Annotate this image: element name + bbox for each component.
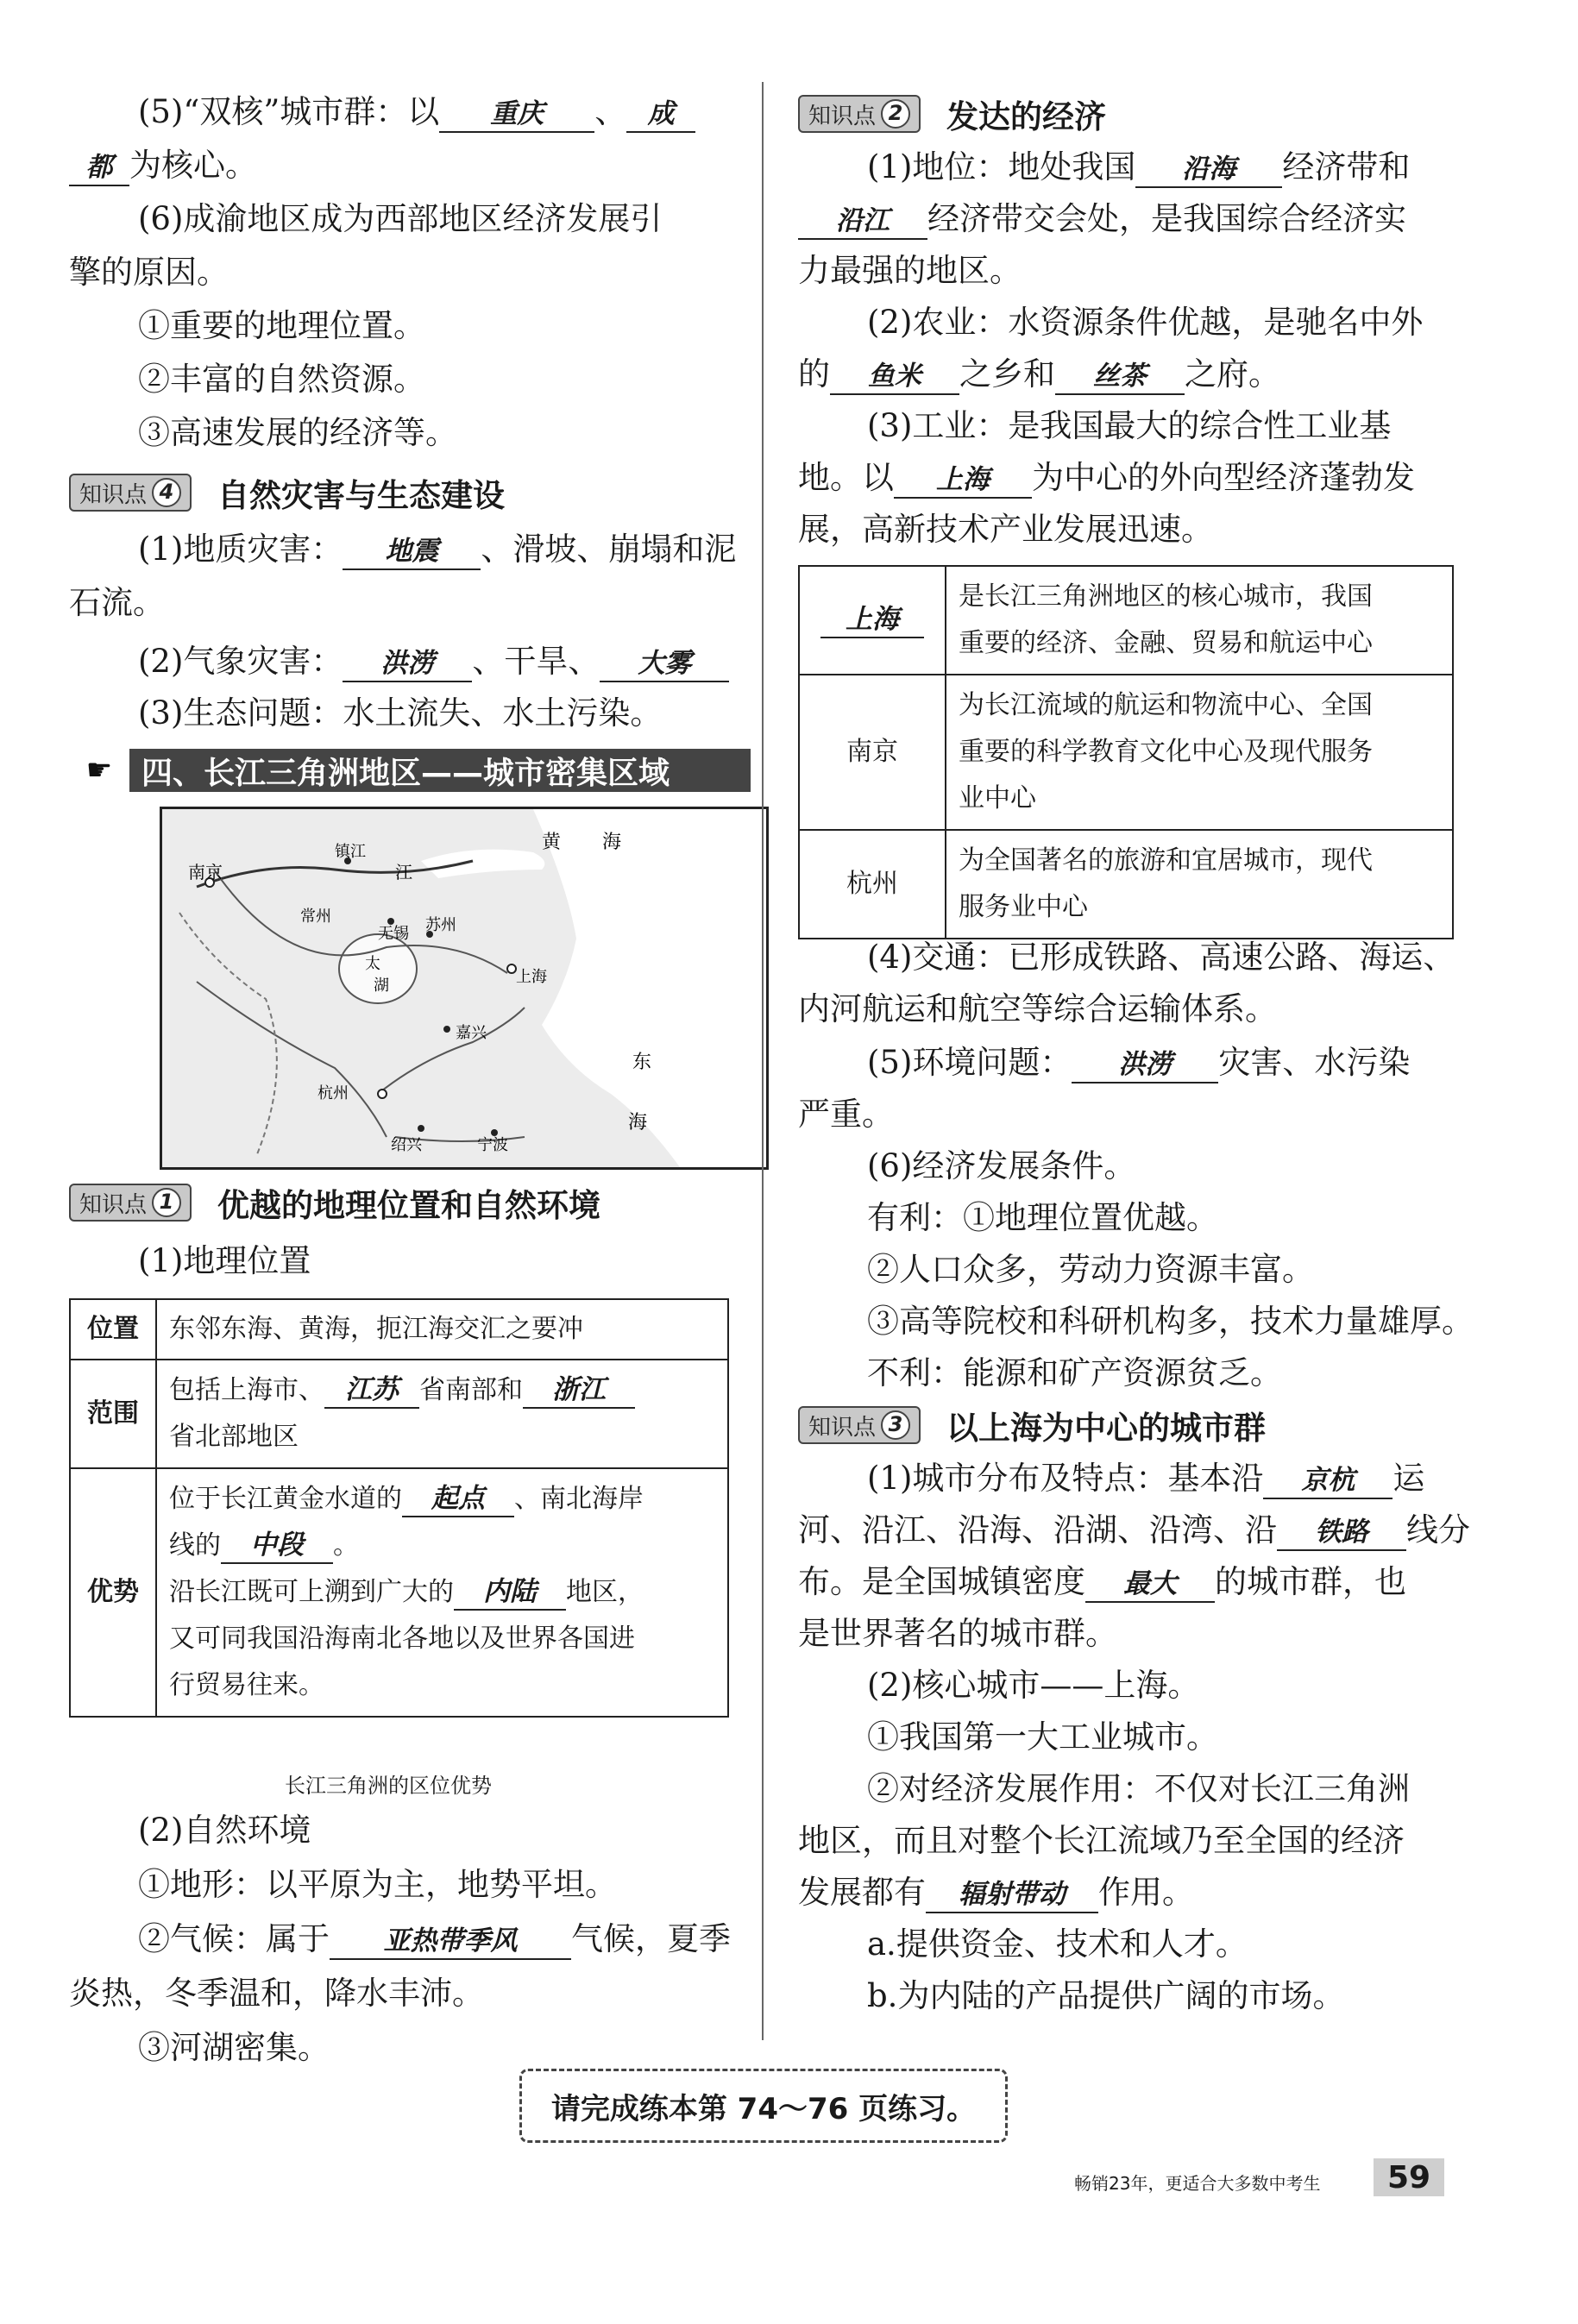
- knowledge-point-title: 自然灾害与生态建设: [217, 477, 506, 514]
- answer-blank: 上海: [894, 462, 1032, 499]
- footer-slogan: 畅销23年，更适合大多数中考生: [1074, 2173, 1321, 2194]
- text-line: 布。是全国城镇密度 最大 的城市群，也: [798, 1563, 1480, 1603]
- answer-blank: 鱼米: [830, 359, 959, 395]
- answer-blank: 沿海: [1135, 152, 1282, 188]
- table-row-head: 优势: [70, 1468, 156, 1717]
- text-line: 河、沿江、沿海、沿湖、沿湾、沿 铁路 线分: [798, 1511, 1480, 1551]
- knowledge-point-title: 以上海为中心的城市群: [946, 1410, 1267, 1447]
- text-line: ①我国第一大工业城市。: [867, 1718, 1218, 1756]
- table-row: [70, 1360, 728, 1468]
- map-label: 无锡: [378, 925, 409, 943]
- yangtze-delta-map: [160, 807, 769, 1170]
- text-line: (2)气象灾害： 洪涝 、干旱、 大雾: [69, 643, 820, 682]
- table-row: [799, 830, 1453, 939]
- text-line: (2)自然环境: [138, 1812, 311, 1849]
- text-line: ②丰富的自然资源。: [138, 361, 425, 398]
- answer-blank: 辐射带动: [926, 1877, 1098, 1913]
- knowledge-point-header: [798, 1404, 1266, 1446]
- text-line: (5)“双核”城市群：以 重庆 、 成: [69, 93, 820, 133]
- map-label: 嘉兴: [456, 1024, 487, 1042]
- text-line: (4)交通：已形成铁路、高速公路、海运、: [867, 939, 1455, 976]
- text-line: (6)经济发展条件。: [867, 1147, 1136, 1184]
- table-caption: 长江三角洲的区位优势: [285, 1774, 492, 1798]
- text-line: (5)环境问题： 洪涝 灾害、水污染: [798, 1044, 1549, 1083]
- answer-blank: 重庆: [439, 97, 594, 133]
- table-cell: 包括上海市、 江苏 省南部和 浙江 省北部地区: [156, 1360, 728, 1468]
- answer-blank: 沿江: [798, 204, 927, 240]
- map-label: 苏州: [425, 916, 456, 934]
- map-label: 常州: [300, 908, 331, 926]
- column-divider: [762, 82, 764, 2040]
- text-line: 炎热，冬季温和，降水丰沛。: [69, 1975, 484, 2012]
- table-row: [799, 566, 1453, 675]
- answer-blank: 大雾: [600, 646, 729, 682]
- text-line: ②对经济发展作用：不仅对长江三角洲: [867, 1770, 1410, 1807]
- text-line: ③高等院校和科研机构多，技术力量雄厚。: [867, 1303, 1474, 1340]
- knowledge-point-badge: 知识点 2: [798, 95, 921, 133]
- answer-blank: 上海: [820, 602, 924, 638]
- text-line: ②人口众多，劳动力资源丰富。: [867, 1251, 1314, 1288]
- answer-blank: 浙江: [523, 1372, 635, 1409]
- answer-blank: 铁路: [1277, 1515, 1406, 1551]
- text-line: 地区，而且对整个长江流域乃至全国的经济: [798, 1822, 1405, 1859]
- text-line: ③河湖密集。: [138, 2029, 330, 2066]
- answer-blank: 中段: [221, 1528, 333, 1564]
- text-line: ③高速发展的经济等。: [138, 414, 457, 451]
- knowledge-point-header: [69, 472, 505, 513]
- map-label: 南京: [188, 862, 223, 882]
- answer-blank: 洪涝: [343, 646, 472, 682]
- map-label: 湖: [374, 977, 389, 995]
- text-line: 擎的原因。: [69, 254, 229, 291]
- text-line: (1)地理位置: [138, 1242, 311, 1279]
- answer-blank: 内陆: [454, 1574, 566, 1611]
- table-cell: 为全国著名的旅游和宜居城市，现代 服务业中心: [946, 830, 1453, 939]
- pointing-hand-icon: ☛: [69, 749, 129, 792]
- map-label: 宁波: [477, 1136, 508, 1154]
- table-cell: 是长江三角洲地区的核心城市，我国 重要的经济、金融、贸易和航运中心: [946, 566, 1453, 675]
- text-line: 是世界著名的城市群。: [798, 1615, 1117, 1652]
- location-advantage-table: [69, 1298, 729, 1718]
- answer-blank: 起点: [402, 1481, 514, 1517]
- knowledge-point-badge: 知识点 3: [798, 1406, 921, 1444]
- text-line: b.为内陆的产品提供广阔的市场。: [867, 1977, 1345, 2014]
- map-label: 绍兴: [391, 1136, 422, 1154]
- table-cell: 位于长江黄金水道的 起点 、南北海岸 线的 中段 。 沿长江既可上溯到广大的 内陆 地区， 又可同我国沿海南北各地以及世界各国进 行贸易往来。: [156, 1468, 728, 1717]
- knowledge-point-header: [69, 1182, 600, 1223]
- text-line: 有利：①地理位置优越。: [867, 1199, 1218, 1236]
- answer-blank: 最大: [1085, 1567, 1215, 1603]
- map-label: 上海: [516, 968, 547, 986]
- map-label: 海: [602, 832, 622, 853]
- answer-blank: 京杭: [1263, 1463, 1393, 1499]
- text-line: 沿江 经济带交会处，是我国综合经济实: [798, 200, 1480, 240]
- exercise-reminder: 请完成练本第 74～76 页练习。: [519, 2069, 1008, 2143]
- knowledge-point-header: [798, 93, 1106, 135]
- table-cell: 为长江流域的航运和物流中心、全国 重要的科学教育文化中心及现代服务 业中心: [946, 675, 1453, 830]
- knowledge-point-badge: 知识点 1: [69, 1184, 192, 1222]
- map-label: 镇江: [335, 843, 366, 861]
- map-label: 江: [395, 862, 412, 882]
- text-line: (1)地质灾害： 地震 、滑坡、崩塌和泥: [69, 531, 820, 570]
- answer-blank: 洪涝: [1072, 1047, 1218, 1083]
- map-label: 黄: [542, 832, 562, 853]
- text-line: 都 为核心。: [69, 147, 751, 186]
- text-line: ②气候：属于 亚热带季风 气候，夏季: [69, 1920, 820, 1960]
- table-cell: 东邻东海、黄海，扼江海交汇之要冲: [156, 1299, 728, 1360]
- knowledge-point-title: 优越的地理位置和自然环境: [217, 1187, 601, 1224]
- text-line: (6)成渝地区成为西部地区经济发展引: [138, 200, 663, 237]
- text-line: 内河航运和航空等综合运输体系。: [798, 990, 1277, 1027]
- answer-blank: 地震: [343, 534, 481, 570]
- text-line: (2)核心城市——上海。: [867, 1667, 1200, 1704]
- table-row: [799, 675, 1453, 830]
- text-line: 地。以 上海 为中心的外向型经济蓬勃发: [798, 459, 1480, 499]
- text-line: 不利：能源和矿产资源贫乏。: [867, 1354, 1282, 1391]
- map-label: 杭州: [317, 1084, 349, 1102]
- answer-blank: 都: [69, 150, 129, 186]
- answer-blank: 亚热带季风: [330, 1924, 571, 1960]
- page-number: 59: [1374, 2158, 1444, 2196]
- table-cell: 杭州: [799, 830, 946, 939]
- table-cell: [799, 566, 946, 675]
- text-line: ①地形：以平原为主，地势平坦。: [138, 1866, 617, 1903]
- table-row-head: 范围: [70, 1360, 156, 1468]
- map-label: 海: [628, 1112, 648, 1134]
- table-row: [70, 1299, 728, 1360]
- answer-blank: 江苏: [324, 1372, 419, 1409]
- answer-blank: 丝茶: [1055, 359, 1185, 395]
- map-label: 太: [365, 955, 380, 973]
- text-line: 力最强的地区。: [798, 252, 1022, 289]
- text-line: 石流。: [69, 584, 165, 621]
- text-line: ①重要的地理位置。: [138, 307, 425, 344]
- text-line: 的 鱼米 之乡和 丝茶 之府。: [798, 355, 1480, 395]
- table-cell: 南京: [799, 675, 946, 830]
- table-row: [70, 1468, 728, 1717]
- section-heading: ☛ 四、长江三角洲地区——城市密集区域: [69, 749, 751, 792]
- text-line: (3)生态问题：水土流失、水土污染。: [138, 694, 663, 732]
- table-row-head: 位置: [70, 1299, 156, 1360]
- city-function-table: [798, 565, 1454, 939]
- text-line: (3)工业：是我国最大的综合性工业基: [867, 407, 1392, 444]
- map-label: 东: [632, 1052, 652, 1073]
- text-line: (2)农业：水资源条件优越，是驰名中外: [867, 304, 1424, 341]
- text-line: 发展都有 辐射带动 作用。: [798, 1874, 1480, 1913]
- text-line: (1)地位：地处我国 沿海 经济带和: [798, 148, 1549, 188]
- answer-blank: 成: [626, 97, 695, 133]
- knowledge-point-badge: 知识点 4: [69, 474, 192, 512]
- knowledge-point-title: 发达的经济: [946, 98, 1107, 135]
- text-line: a.提供资金、技术和人才。: [867, 1925, 1248, 1963]
- text-line: 展，高新技术产业发展迅速。: [798, 511, 1213, 548]
- text-line: (1)城市分布及特点：基本沿 京杭 运: [798, 1460, 1549, 1499]
- text-line: 严重。: [798, 1096, 894, 1133]
